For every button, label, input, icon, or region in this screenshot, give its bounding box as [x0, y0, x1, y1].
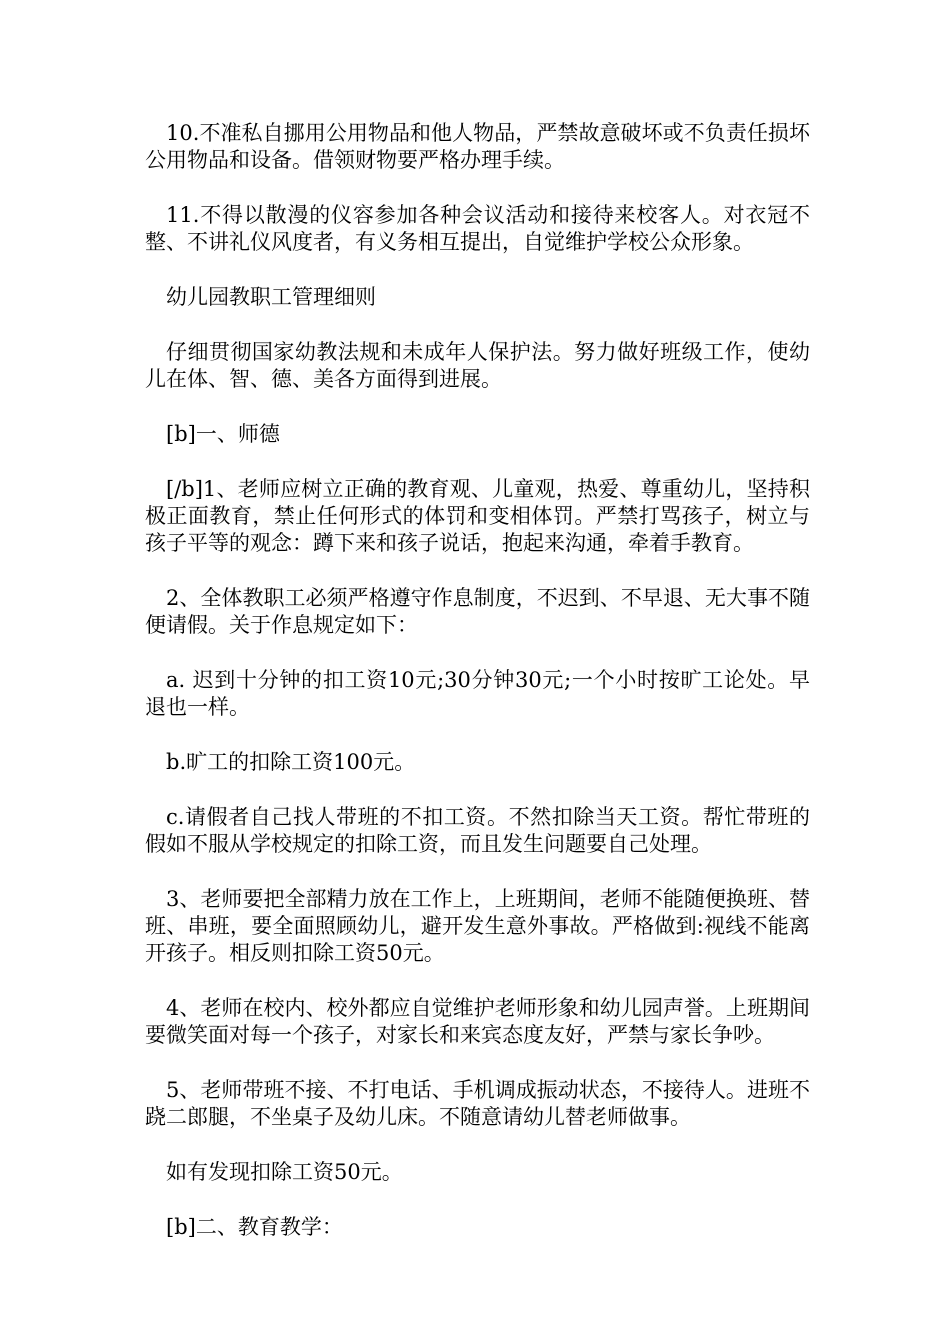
paragraph-item-4: 4、老师在校内、校外都应自觉维护老师形象和幼儿园声誉。上班期间要微笑面对每一个孩子，对家长和来宾态度友好，严禁与家长争吵。 — [145, 996, 810, 1047]
section-title: 幼儿园教职工管理细则 — [166, 285, 376, 309]
paragraph-item-2: 2、全体教职工必须严格遵守作息制度，不迟到、不早退、无大事不随便请假。关于作息规定如下： — [145, 586, 810, 637]
paragraph-item-2b: b.旷工的扣除工资100元。 — [166, 750, 416, 774]
document-page — [145, 120, 810, 1269]
heading-education-teaching: [b]二、教育教学： — [166, 1215, 343, 1239]
heading-teacher-ethics: [b]一、师德 — [166, 422, 280, 446]
paragraph-item-2c: c.请假者自己找人带班的不扣工资。不然扣除当天工资。帮忙带班的假如不服从学校规定的扣除工资，而且发生问题要自己处理。 — [145, 805, 810, 856]
paragraph-rule-10: 10.不准私自挪用公用物品和他人物品，严禁故意破坏或不负责任损坏公用物品和设备。借领财物要严格办理手续。 — [145, 121, 810, 172]
paragraph-item-1: [/b]1、老师应树立正确的教育观、儿童观，热爱、尊重幼儿，坚持积极正面教育，禁止任何形式的体罚和变相体罚。严禁打骂孩子，树立与孩子平等的观念：蹲下来和孩子说话，抱起来沟通，牵着手教育。 — [145, 477, 810, 555]
paragraph-intro: 仔细贯彻国家幼教法规和未成年人保护法。努力做好班级工作，使幼儿在体、智、德、美各方面得到进展。 — [145, 340, 810, 391]
paragraph-item-5: 5、老师带班不接、不打电话、手机调成振动状态，不接待人。进班不跷二郎腿，不坐桌子及幼儿床。不随意请幼儿替老师做事。 — [145, 1078, 810, 1129]
paragraph-penalty-note: 如有发现扣除工资50元。 — [166, 1160, 403, 1184]
paragraph-rule-11: 11.不得以散漫的仪容参加各种会议活动和接待来校客人。对衣冠不整、不讲礼仪风度者，有义务相互提出，自觉维护学校公众形象。 — [145, 203, 810, 254]
paragraph-item-2a: a. 迟到十分钟的扣工资10元;30分钟30元;一个小时按旷工论处。早退也一样。 — [145, 668, 810, 719]
paragraph-item-3: 3、老师要把全部精力放在工作上，上班期间，老师不能随便换班、替班、串班，要全面照顾幼儿，避开发生意外事故。严格做到:视线不能离开孩子。相反则扣除工资50元。 — [145, 887, 810, 965]
